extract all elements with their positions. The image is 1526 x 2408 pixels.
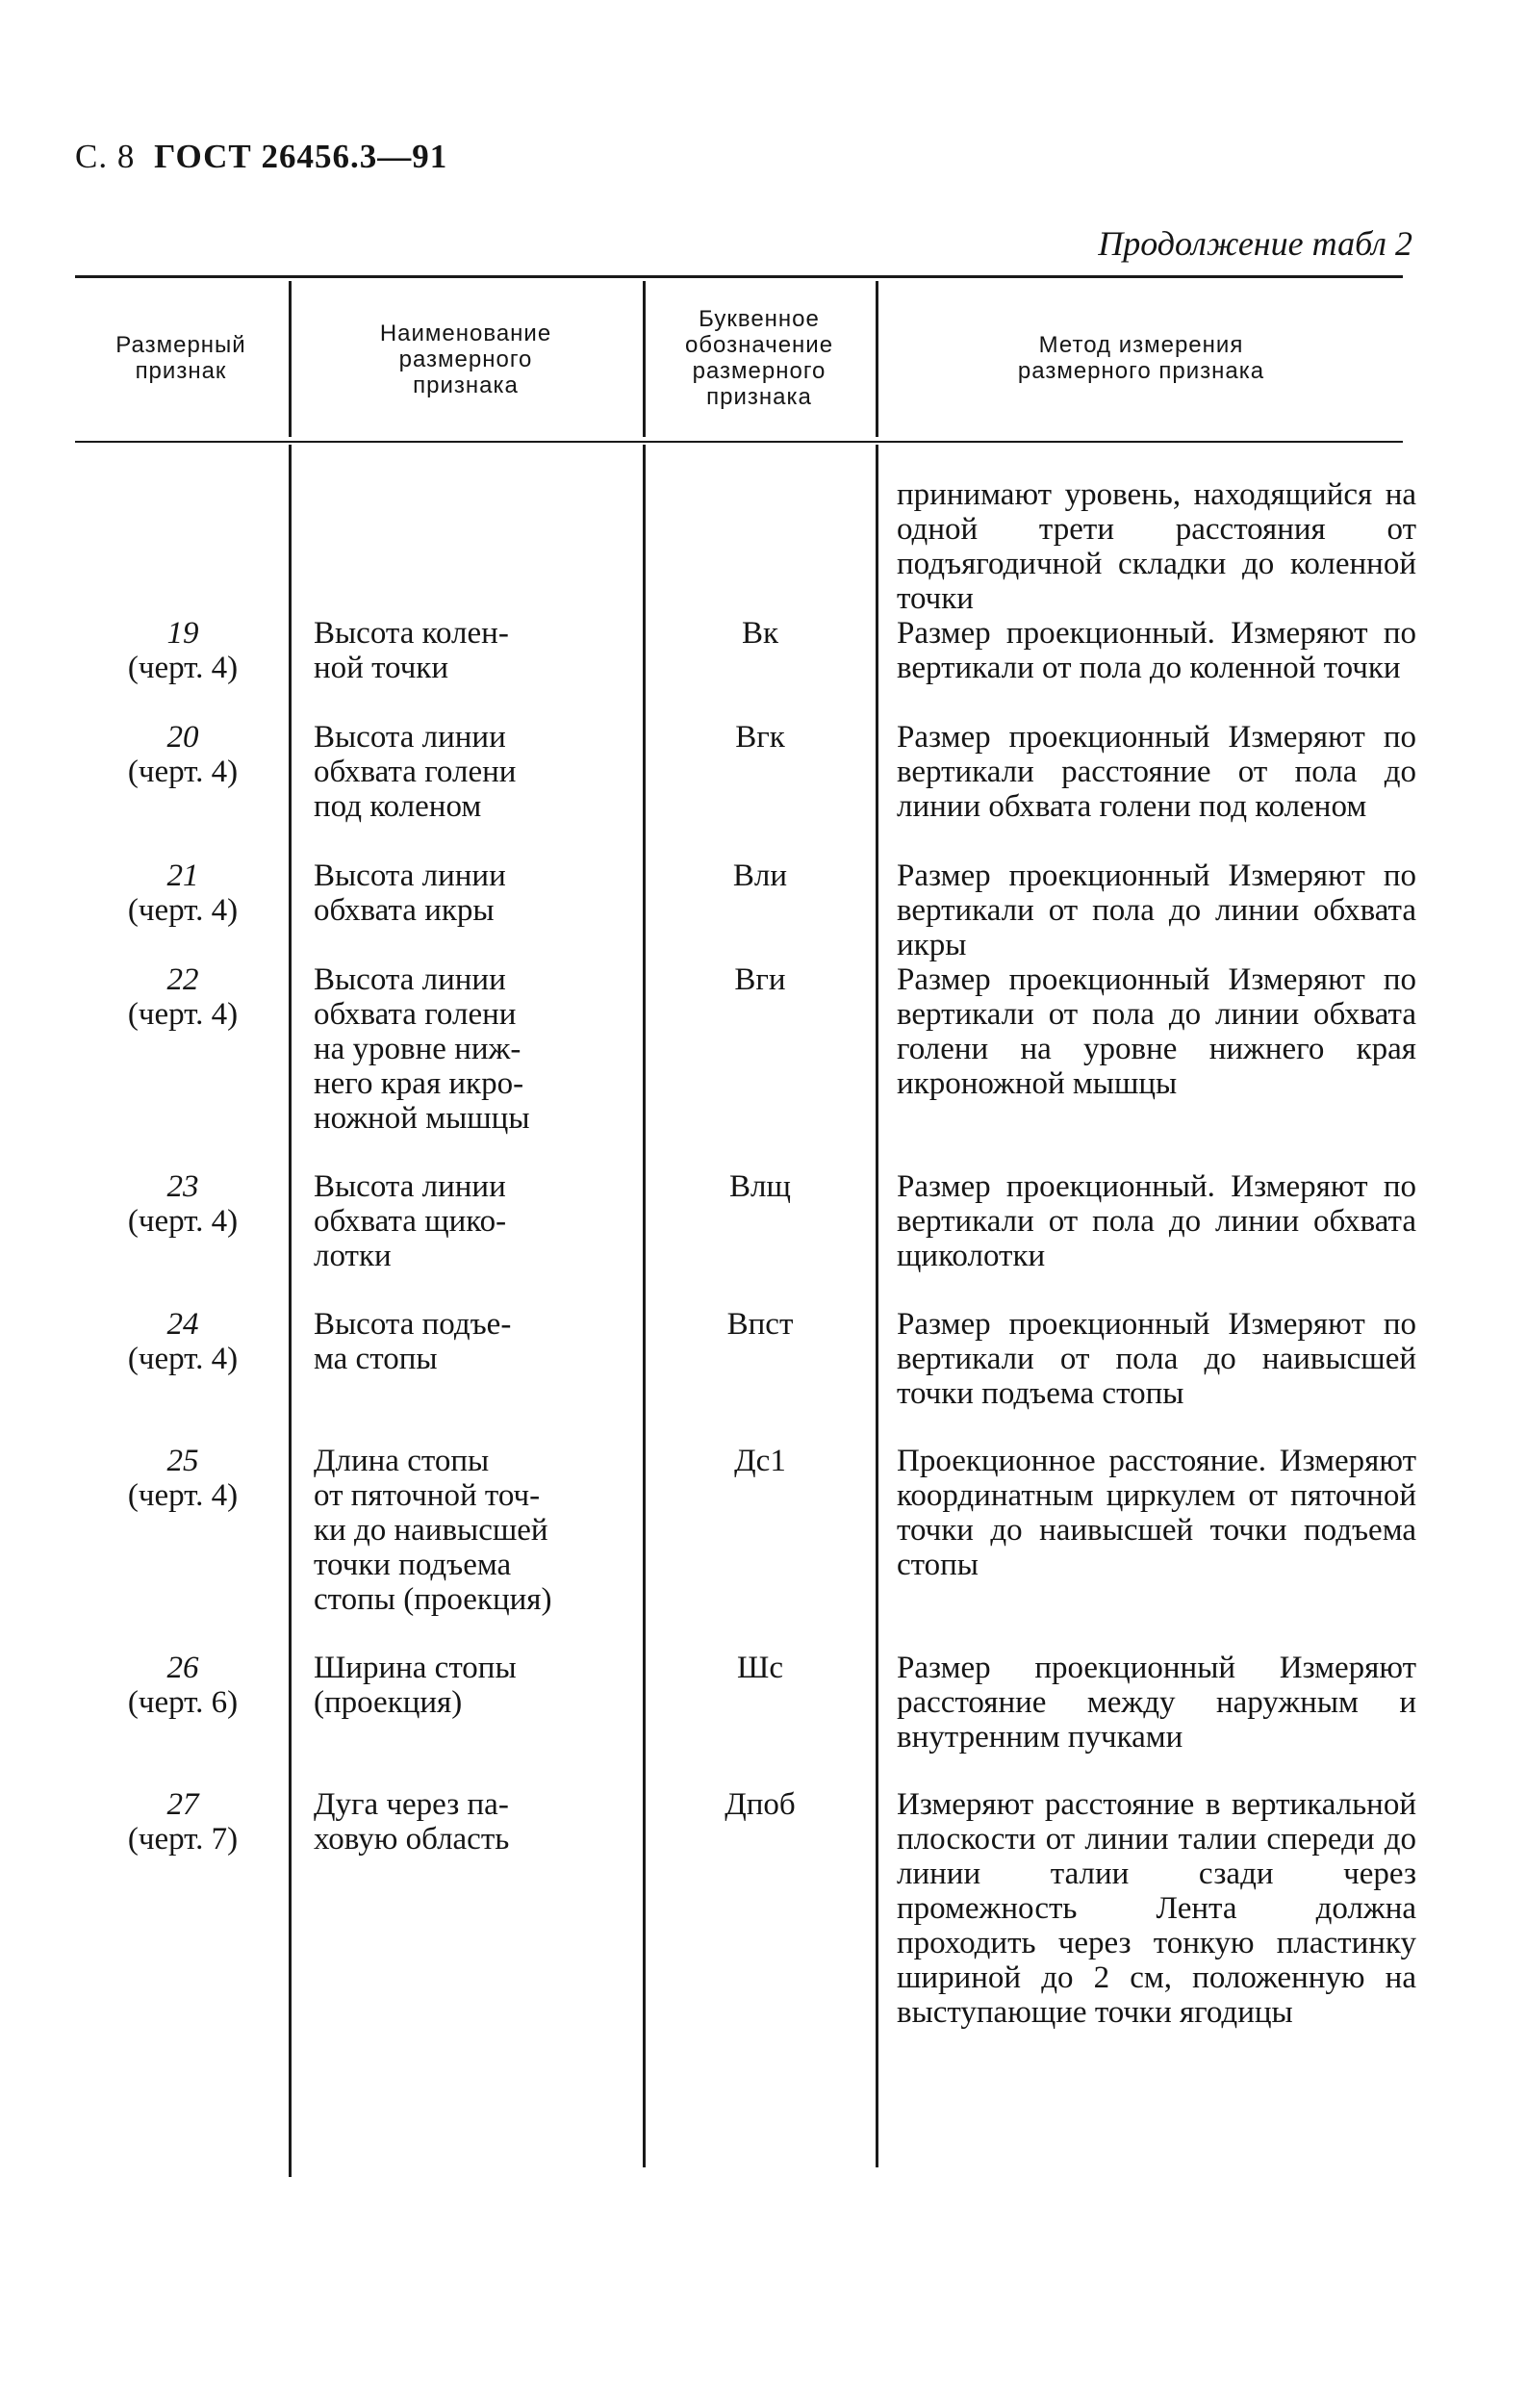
table-top-rule xyxy=(75,275,1403,278)
table-row xyxy=(87,616,279,685)
row-method: Размер проекционный Измеряют по вертикали от пола до линии обхвата голени на уровне нижнего края икроножной мышцы xyxy=(897,962,1416,1101)
row-name: Высота подъе- ма стопы xyxy=(314,1307,512,1376)
standard-code: ГОСТ 26456.3—91 xyxy=(154,138,448,175)
row-code: Вли xyxy=(732,858,788,893)
row-number: 22 xyxy=(166,962,199,997)
row-name: Высота колен- ной точки xyxy=(314,616,509,685)
row-number: 23 xyxy=(166,1169,199,1204)
col-divider-3-header xyxy=(876,281,878,437)
col-divider-1-header xyxy=(289,281,292,437)
row-name: Ширина стопы (проекция) xyxy=(314,1651,517,1720)
row-ref: (черт. 4) xyxy=(127,997,239,1032)
row-name: Высота линии обхвата щико- лотки xyxy=(314,1169,507,1273)
row-code: Вги xyxy=(734,962,786,997)
row-method: Размер проекционный Измеряют расстояние между наружным и внутренним пучками xyxy=(897,1651,1416,1755)
table-row xyxy=(87,1651,279,1720)
row-ref: (черт. 4) xyxy=(127,1478,239,1513)
row-code: Впст xyxy=(726,1307,794,1342)
table-row xyxy=(87,1444,279,1513)
row-method: Размер проекционный Измеряют по вертикали от пола до наивысшей точки подъема стопы xyxy=(897,1307,1416,1411)
row-ref: (черт. 7) xyxy=(127,1822,239,1857)
table-row xyxy=(87,1787,279,1857)
row-ref: (черт. 4) xyxy=(127,1204,239,1239)
row-code: Шс xyxy=(737,1651,783,1685)
col-divider-2-header xyxy=(643,281,646,437)
row-code: Влщ xyxy=(729,1169,791,1204)
row-method: Размер проекционный. Измеряют по вертикали от пола до линии обхвата щиколотки xyxy=(897,1169,1416,1273)
row-number: 19 xyxy=(166,616,199,651)
row-code: Вгк xyxy=(735,720,785,755)
page-number: С. 8 xyxy=(75,138,136,175)
continuation-note: Продолжение табл 2 xyxy=(1098,224,1412,263)
row-name: Высота линии обхвата голени на уровне ниж- него края икро- ножной мышцы xyxy=(314,962,530,1136)
row-code: Вк xyxy=(741,616,779,651)
row-ref: (черт. 4) xyxy=(127,755,239,789)
row-number: 21 xyxy=(166,858,199,893)
carryover-method-text: принимают уровень, находящийся на одной трети расстояния от подъягодичной складки до коленной точки xyxy=(897,477,1416,616)
header-bottom-rule xyxy=(75,441,1403,443)
row-number: 27 xyxy=(166,1787,199,1822)
row-number: 25 xyxy=(166,1444,199,1478)
row-ref: (черт. 4) xyxy=(127,893,239,928)
header-col-name: Наименование размерного признака xyxy=(379,320,552,398)
table-row xyxy=(87,1169,279,1239)
row-number: 24 xyxy=(166,1307,199,1342)
row-name: Дуга через па- ховую область xyxy=(314,1787,510,1857)
row-ref: (черт. 4) xyxy=(127,1342,239,1376)
row-method: Проекционное расстояние. Измеряют координатным циркулем от пяточной точки до наивысшей точки подъема стопы xyxy=(897,1444,1416,1582)
table-row xyxy=(87,1307,279,1376)
row-ref: (черт. 6) xyxy=(127,1685,239,1720)
row-method: Измеряют расстояние в вертикальной плоскости от линии талии спереди до линии талии сзади через промежность Лента должна проходить через тонкую пластинку шириной до 2 см, положенную на выступающие точки ягодицы xyxy=(897,1787,1416,2030)
col-divider-3 xyxy=(876,445,878,2167)
row-code: Дпоб xyxy=(725,1787,796,1822)
row-name: Высота линии обхвата икры xyxy=(314,858,506,928)
row-code: Дс1 xyxy=(734,1444,786,1478)
col-divider-1 xyxy=(289,445,292,2177)
header-col-code: Буквенное обозначение размерного признака xyxy=(684,306,834,410)
row-method: Размер проекционный. Измеряют по вертикали от пола до коленной точки xyxy=(897,616,1416,685)
row-method: Размер проекционный Измеряют по вертикали расстояние от пола до линии обхвата голени под коленом xyxy=(897,720,1416,824)
row-ref: (черт. 4) xyxy=(127,651,239,685)
row-number: 26 xyxy=(166,1651,199,1685)
header-col-number: Размерный признак xyxy=(115,332,246,384)
header-col-method: Метод измерения размерного признака xyxy=(1017,332,1265,384)
row-number: 20 xyxy=(166,720,199,755)
table-row xyxy=(87,858,279,928)
col-divider-2 xyxy=(643,445,646,2167)
table-row xyxy=(87,720,279,789)
table-row xyxy=(87,962,279,1032)
row-method: Размер проекционный Измеряют по вертикали от пола до линии обхвата икры xyxy=(897,858,1416,962)
row-name: Высота линии обхвата голени под коленом xyxy=(314,720,517,824)
page-header xyxy=(75,138,447,176)
row-name: Длина стопы от пяточной точ- ки до наивысшей точки подъема стопы (проекция) xyxy=(314,1444,552,1617)
